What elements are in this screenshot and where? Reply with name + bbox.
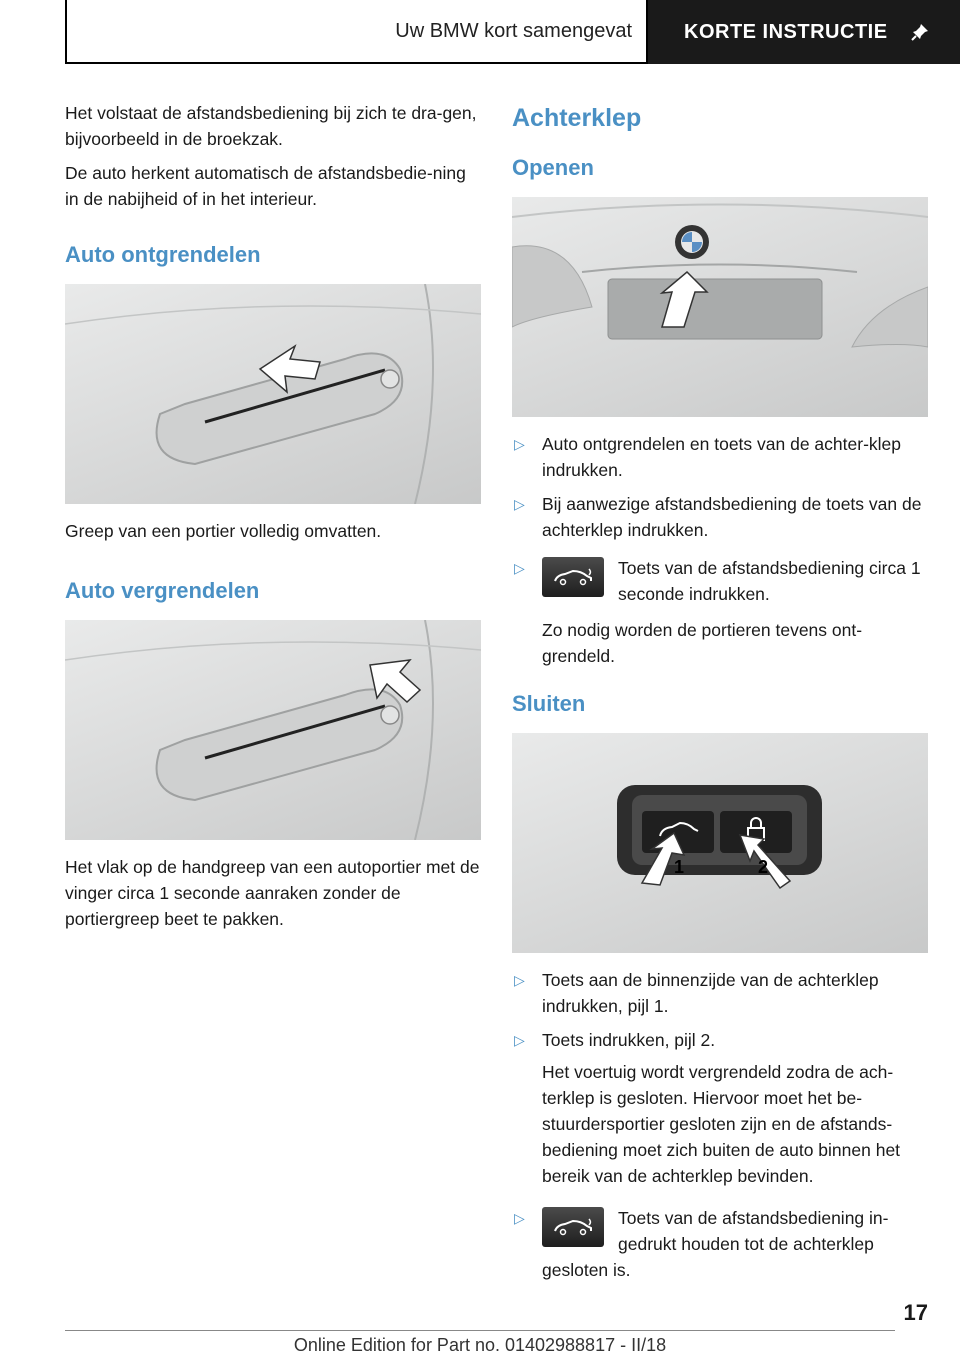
- close-steps-list: [512, 967, 928, 1283]
- tailgate-open-image: [512, 197, 928, 417]
- triangle-right-icon: ▷: [514, 496, 525, 512]
- close-note: Het voertuig wordt vergrendeld zodra de ach-terklep is gesloten. Hiervoor moet het be-stuurdersportier gesloten zijn en de afstands-bediening moet zich buiten de auto binnen het bereik van de achterklep bevinden.: [542, 1062, 901, 1186]
- header-section: [65, 0, 648, 64]
- list-item: ▷ Auto ontgrendelen en toets van de achter-klep indrukken.: [512, 431, 928, 483]
- key-close-text: Toets van de afstandsbediening in-gedrukt houden tot de achterklep: [618, 1208, 889, 1254]
- open-steps-list: [512, 431, 928, 669]
- left-column: [65, 100, 481, 940]
- intro-paragraph-2: De auto herkent automatisch de afstandsbedie-ning in de nabijheid of in het interieur.: [65, 163, 466, 209]
- door-handle-lock-image: [65, 620, 481, 840]
- close-heading: Sluiten: [512, 691, 586, 716]
- list-item: ▷ Toets indrukken, pijl 2. Het voertuig wordt vergrendeld zodra de ach-terklep is gesloten. Hiervoor moet het be-stuurdersportier gesloten zijn en de afstands-bediening moet zich buiten de auto binnen het bereik van de achterklep bevinden.: [512, 1027, 928, 1189]
- car-trunk-key-icon: [542, 1207, 604, 1247]
- page-number: 17: [903, 1300, 928, 1325]
- footer-edition: Online Edition for Part no. 01402988817 - II/18: [293, 1335, 667, 1355]
- lock-text: Het vlak op de handgreep van een autoportier met de vinger circa 1 seconde aanraken zonder de portiergreep beet te pakken.: [65, 857, 480, 929]
- key-open-text: Toets van de afstandsbediening circa 1 seconde indrukken.: [618, 558, 921, 604]
- list-item: [512, 1205, 928, 1283]
- header-chapter: [648, 0, 960, 64]
- car-trunk-key-icon: [542, 557, 604, 597]
- tailgate-close-image: [512, 733, 928, 953]
- open-note: Zo nodig worden de portieren tevens ont-grendeld.: [542, 620, 863, 666]
- triangle-right-icon: ▷: [514, 1210, 525, 1226]
- triangle-right-icon: ▷: [514, 1032, 525, 1048]
- list-item: [512, 555, 928, 669]
- open-heading: Openen: [512, 155, 594, 180]
- lock-heading: Auto vergrendelen: [65, 578, 260, 603]
- unlock-text: Greep van een portier volledig omvatten.: [65, 521, 382, 541]
- triangle-right-icon: ▷: [514, 436, 525, 452]
- arrow-label-1: 1: [674, 857, 685, 877]
- unlock-heading: Auto ontgrendelen: [65, 242, 261, 267]
- list-item: ▷ Bij aanwezige afstandsbediening de toets van de achterklep indrukken.: [512, 491, 928, 543]
- header-section-title: Uw BMW kort samengevat: [395, 19, 632, 42]
- pin-icon: [910, 22, 930, 42]
- header-chapter-title: KORTE INSTRUCTIE: [684, 20, 888, 43]
- door-handle-unlock-image: [65, 284, 481, 504]
- arrow-label-2: 2: [758, 857, 769, 877]
- triangle-right-icon: ▷: [514, 560, 525, 576]
- tailgate-heading: Achterklep: [512, 104, 642, 132]
- triangle-right-icon: ▷: [514, 972, 525, 988]
- right-column: [512, 100, 928, 1291]
- key-close-text-end: gesloten is.: [542, 1260, 631, 1280]
- intro-paragraph-1: Het volstaat de afstandsbediening bij zich te dra-gen, bijvoorbeeld in de broekzak.: [65, 103, 477, 149]
- footer-divider: [65, 1330, 895, 1331]
- list-item: ▷ Toets aan de binnenzijde van de achterklep indrukken, pijl 1.: [512, 967, 928, 1019]
